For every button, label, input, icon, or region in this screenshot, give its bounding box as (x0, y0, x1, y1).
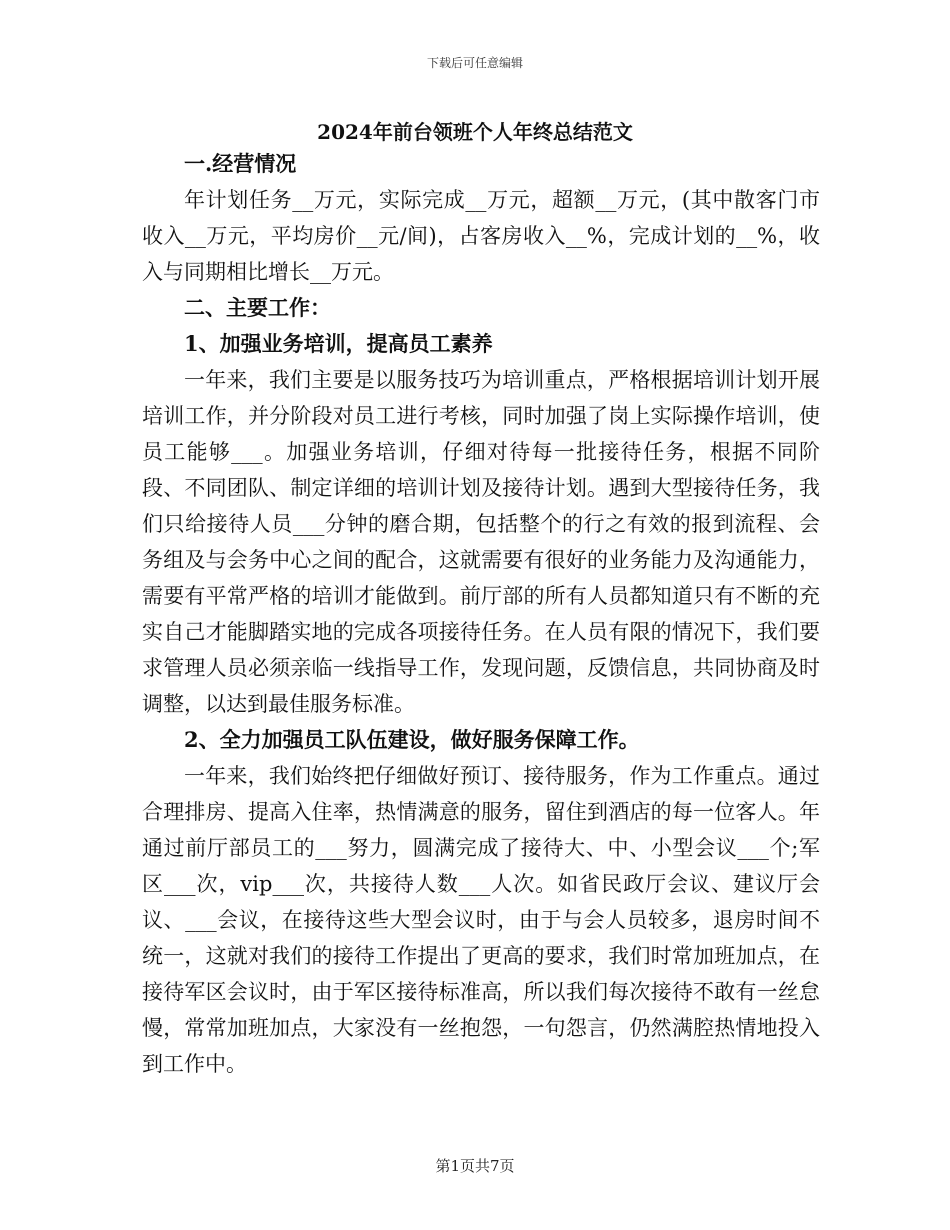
section-heading-operations: 一.经营情况 (184, 151, 297, 176)
header-note: 下载后可任意编辑 (426, 56, 523, 70)
paragraph-operations: 年计划任务__万元，实际完成__万元，超额__万元，(其中散客门市收入__万元，平均房价__元/间)，占客房收入__%，完成计划的__%，收入与同期相比增长__万元。 (142, 188, 820, 284)
paragraph-team-building: 一年来，我们始终把仔细做好预订、接待服务，作为工作重点。通过合理排房、提高入住率，热情满意的服务，留住到酒店的每一位客人。年通过前厅部员工的___努力，圆满完成了接待大、中、小型会议___个;军区___次，vip___次，共接待人数___人次。如省民政厅会议、建议厅会议、___会议，在接待这些大型会议时，由于与会人员较多，退房时间不统一，这就对我们的接待工作提出了更高的要求，我们时常加班加点，在接待军区会议时，由于军区接待标准高，所以我们每次接待不敢有一丝怠慢，常常加班加点，大家没有一丝抱怨，一句怨言，仍然满腔热情地投入到工作中。 (142, 764, 820, 1076)
section-heading-main-work: 二、主要工作： (184, 295, 331, 320)
page-footer: 第1页共7页 (435, 1157, 515, 1175)
subheading-team-building: 2、全力加强员工队伍建设，做好服务保障工作。 (184, 727, 640, 752)
paragraph-training: 一年来，我们主要是以服务技巧为培训重点，严格根据培训计划开展培训工作，并分阶段对员工进行考核，同时加强了岗上实际操作培训，使员工能够___。加强业务培训，仔细对待每一批接待任务，根据不同阶段、不同团队、制定详细的培训计划及接待计划。遇到大型接待任务，我们只给接待人员___分钟的磨合期，包括整个的行之有效的报到流程、会务组及与会务中心之间的配合，这就需要有很好的业务能力及沟通能力，需要有平常严格的培训才能做到。前厅部的所有人员都知道只有不断的充实自己才能脚踏实地的完成各项接待任务。在人员有限的情况下，我们要求管理人员必须亲临一线指导工作，发现问题，反馈信息，共同协商及时调整，以达到最佳服务标准。 (142, 368, 820, 716)
subheading-training: 1、加强业务培训，提高员工素养 (184, 331, 493, 356)
document-body (142, 146, 820, 1082)
document-title: 2024年前台领班个人年终总结范文 (317, 120, 633, 144)
